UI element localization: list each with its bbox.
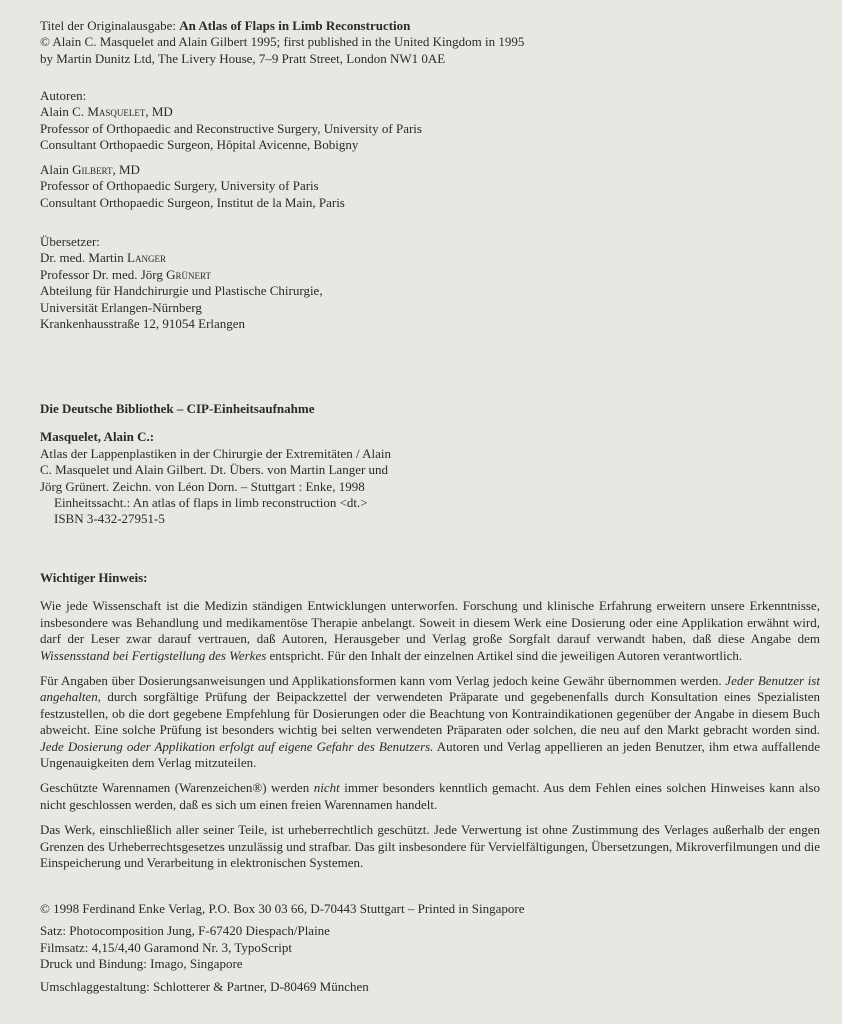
translator-first-name: Professor Dr. med. Jörg: [40, 266, 167, 282]
author-surname: Masquelet: [87, 104, 146, 120]
author-first-name: Alain C.: [40, 104, 88, 120]
translator-first-name: Dr. med. Martin: [40, 250, 128, 266]
notice-paragraph: [40, 598, 820, 664]
author-surname: Gilbert: [72, 162, 113, 177]
imprint-filmsatz: Filmsatz: 4,15/4,40 Garamond Nr. 3, TypoScript: [40, 939, 292, 955]
translator-surname: Langer: [127, 250, 166, 266]
original-title: An Atlas of Flaps in Limb Reconstruction: [179, 18, 411, 33]
notice-text: Autoren und Verlag appellieren an jeden Benutzer, ihm etwa auffallende Ungenauigkeiten dem Verlag mitzuteilen.: [40, 738, 820, 771]
author-first-name: Alain: [40, 162, 73, 177]
cip-section: [40, 401, 391, 528]
translator-address: Krankenhausstraße 12, 91054 Erlangen: [40, 316, 246, 332]
publisher-line: by Martin Dunitz Ltd, The Livery House, 7–9 Pratt Street, London NW1 0AE: [40, 50, 446, 66]
notice-text: Wie jede Wissenschaft ist die Medizin ständigen Entwicklungen unterworfen. Forschung und klinische Erfahrung erweitern unsere Erkenntnisse, insbesondere was Behandlung und medikamentöse Therapie anbelangt. Soweit in diesem Werk eine Dosierung oder eine Applikation erwähnt wird, darf der Leser zwar darauf vertrauen, daß Autoren, Herausgeber und Verlag große Sorgfalt darauf verwandt haben, daß diese Angabe dem: [40, 598, 820, 647]
colophon: [40, 18, 524, 67]
imprint-satz: Satz: Photocomposition Jung, F-67420 Diespach/Plaine: [40, 923, 330, 939]
notice-text: Für Angaben über Dosierungsanweisungen und Applikationsformen kann vom Verlag jedoch keine Gewähr übernommen werden.: [40, 673, 726, 689]
translator-name: [40, 267, 323, 283]
cip-original-title: Einheitssacht.: An atlas of flaps in limb reconstruction <dt.>: [54, 495, 368, 511]
imprint-umschlag: Umschlaggestaltung: Schlotterer & Partner, D-80469 München: [40, 978, 369, 994]
author-name: [40, 104, 422, 120]
notice-paragraph: [40, 673, 820, 771]
notice-section: [40, 570, 820, 872]
author-affiliation: Professor of Orthopaedic and Reconstructive Surgery, University of Paris: [40, 120, 422, 136]
cip-author: Masquelet, Alain C.:: [40, 429, 155, 445]
author-affiliation: Professor of Orthopaedic Surgery, University of Paris: [40, 178, 319, 194]
translator-affiliation: Abteilung für Handchirurgie und Plastische Chirurgie,: [40, 283, 323, 299]
translators-section: [40, 234, 323, 332]
cip-line: Atlas der Lappenplastiken in der Chirurgie der Extremitäten / Alain: [40, 445, 392, 461]
authors-section: [40, 88, 422, 154]
notice-emphasis: Wissensstand bei Fertigstellung des Werkes: [40, 647, 267, 663]
notice-text: durch sorgfältige Prüfung der Beipackzettel der verwendeten Präparate und gegebenenfalls durch Konsultation eines Spezialisten festzustellen, ob die dort gegebene Empfehlung für Dosierungen oder die Beachtung von Kontraindikationen gegenüber der Angabe in diesem Buch abweicht. Eine solche Prüfung ist besonders wichtig bei selten verwendeten Präparaten oder solchen, die neu auf den Markt gebracht worden sind.: [40, 689, 820, 738]
author-affiliation: Consultant Orthopaedic Surgeon, Institut de la Main, Paris: [40, 194, 345, 210]
notice-text: entspricht. Für den Inhalt der einzelnen Artikel sind die jeweiligen Autoren verantwortlich.: [266, 647, 743, 663]
imprint-druck: Druck und Bindung: Imago, Singapore: [40, 956, 243, 972]
cip-isbn: ISBN 3-432-27951-5: [54, 511, 165, 527]
author-degree: , MD: [145, 104, 173, 120]
translators-heading: Übersetzer:: [40, 234, 100, 249]
author-degree: , MD: [112, 162, 140, 177]
imprint-copyright: © 1998 Ferdinand Enke Verlag, P.O. Box 30 03 66, D-70443 Stuttgart – Printed in Singapore: [40, 901, 525, 916]
cip-heading: Die Deutsche Bibliothek – CIP-Einheitsaufnahme: [40, 401, 315, 416]
translator-affiliation: Universität Erlangen-Nürnberg: [40, 299, 202, 315]
cip-line: Jörg Grünert. Zeichn. von Léon Dorn. – Stuttgart : Enke, 1998: [40, 478, 365, 494]
notice-heading: Wichtiger Hinweis:: [40, 570, 148, 585]
translator-name: [40, 250, 323, 266]
authors-section-2: [40, 162, 345, 211]
authors-heading: Autoren:: [40, 88, 87, 103]
imprint-section: [40, 901, 524, 995]
translator-surname: Grünert: [166, 266, 211, 282]
cip-line: C. Masquelet und Alain Gilbert. Dt. Übers. von Martin Langer und: [40, 462, 389, 478]
notice-emphasis: Jeder Benutzer ist angehalten,: [40, 673, 820, 705]
trademark-paragraph: [40, 780, 820, 813]
original-title-line: [40, 18, 524, 34]
notice-emphasis: nicht: [313, 780, 340, 796]
author-name: [40, 162, 345, 178]
notice-text: Geschützte Warennamen (Warenzeichen®) werden: [40, 780, 314, 796]
notice-text: immer besonders kenntlich gemacht. Aus dem Fehlen eines solchen Hinweises kann also nicht geschlossen werden, daß es sich um einen freien Warennamen handelt.: [40, 780, 820, 812]
author-affiliation: Consultant Orthopaedic Surgeon, Hôpital Avicenne, Bobigny: [40, 137, 359, 153]
copyright-line: © Alain C. Masquelet and Alain Gilbert 1995; first published in the United Kingdom in 1995: [40, 34, 525, 50]
original-title-label: Titel der Originalausgabe:: [40, 18, 176, 33]
notice-emphasis: Jede Dosierung oder Applikation erfolgt auf eigene Gefahr des Benutzers.: [40, 738, 434, 754]
copyright-paragraph: Das Werk, einschließlich aller seiner Teile, ist urheberrechtlich geschützt. Jede Verwertung ist ohne Zustimmung des Verlages außerhalb der engen Grenzen des Urheberrechtsgesetzes unzulässig und strafbar. Das gilt insbesondere für Vervielfältigungen, Übersetzungen, Mikroverfilmungen und die Einspeicherung und Verarbeitung in elektronischen Systemen.: [40, 822, 820, 871]
